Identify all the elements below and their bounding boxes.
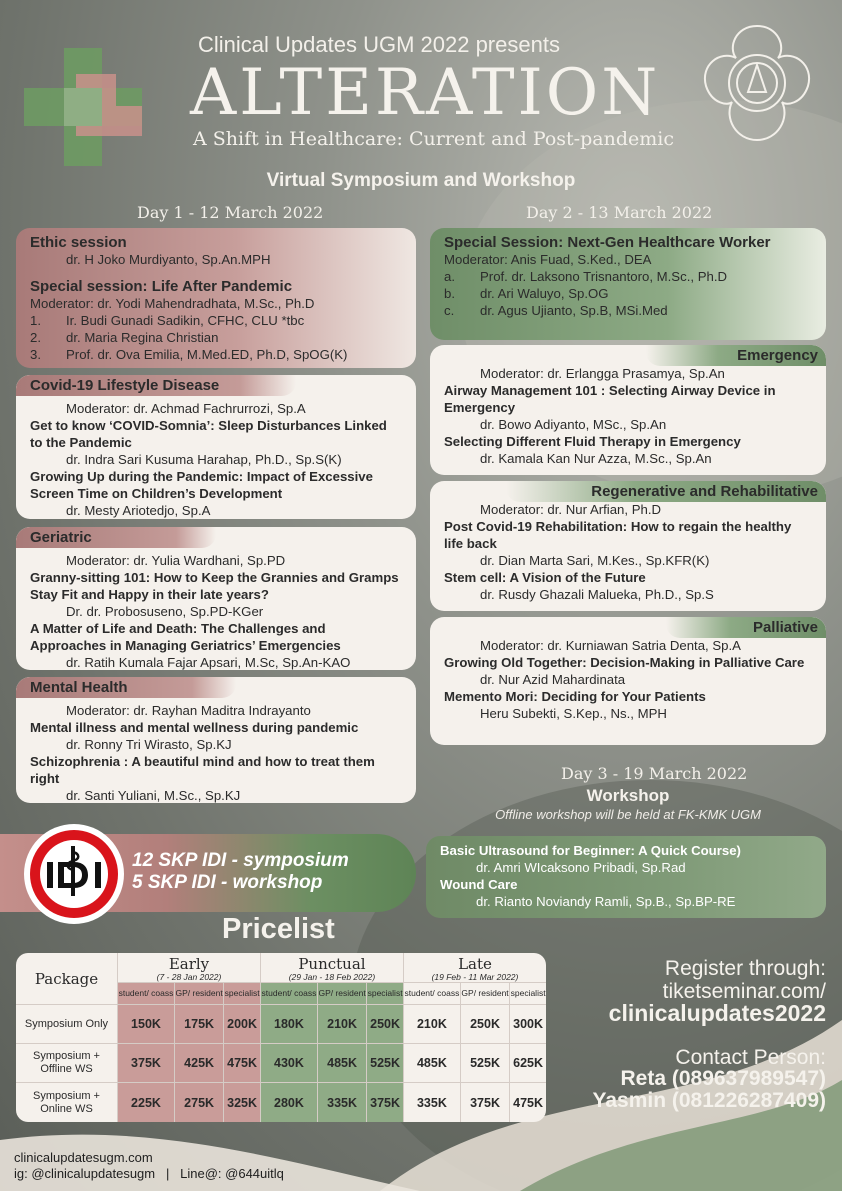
emergency-speaker2: dr. Kamala Kan Nur Azza, M.Sc., Sp.An — [480, 451, 712, 466]
package-name: Symposium + Offline WS — [16, 1044, 118, 1083]
day2-heading: Day 2 - 13 March 2022 — [526, 203, 713, 222]
group-dates: (19 Feb - 11 Mar 2022) — [431, 972, 519, 982]
contact-reta: Reta (089637989547) — [620, 1067, 826, 1090]
palliative-section-title: Palliative — [666, 617, 826, 638]
palliative-card — [430, 617, 826, 745]
mental-moderator: Moderator: dr. Rayhan Maditra Indrayanto — [66, 703, 311, 718]
mental-speaker1: dr. Ronny Tri Wirasto, Sp.KJ — [66, 737, 232, 752]
emergency-speaker1: dr. Bowo Adiyanto, MSc., Sp.An — [480, 417, 667, 432]
list-letter: a. — [444, 269, 455, 284]
subcol-header: student/ coass — [118, 983, 175, 1005]
palliative-talk2: Memento Mori: Deciding for Your Patients — [444, 689, 706, 704]
table-row — [16, 1083, 546, 1122]
price-cell: 325K — [224, 1083, 261, 1122]
subcol-header: specialist — [224, 983, 261, 1005]
subcol-header: GP/ resident — [175, 983, 224, 1005]
subcol-header: GP/ resident — [461, 983, 510, 1005]
workshop-speaker1: dr. Amri WIcaksono Pribadi, Sp.Rad — [476, 860, 686, 875]
register-label: Register through: — [664, 957, 826, 980]
price-cell: 475K — [513, 1095, 544, 1110]
price-cell: 425K — [175, 1044, 224, 1083]
idi-logo-icon — [22, 822, 126, 926]
price-cell: 430K — [261, 1044, 318, 1083]
covid-lifestyle-card — [16, 375, 416, 519]
event-title: ALTERATION — [190, 56, 661, 130]
group-name: Punctual — [298, 955, 366, 973]
day1-ethic-special-card — [16, 228, 416, 368]
subcol-header: student/ coass — [261, 983, 318, 1005]
price-cell: 475K — [224, 1044, 261, 1083]
geriatric-talk1: Granny-sitting 101: How to Keep the Grannies and Gramps Stay Fit and Happy in their late years? — [30, 570, 399, 602]
regenerative-moderator: Moderator: dr. Nur Arfian, Ph.D — [480, 502, 662, 517]
speaker-name: Prof. dr. Laksono Trisnantoro, M.Sc., Ph.D — [480, 269, 728, 284]
regenerative-speaker1: dr. Dian Marta Sari, M.Kes., Sp.KFR(K) — [480, 553, 710, 568]
list-item — [444, 268, 812, 285]
event-type: Virtual Symposium and Workshop — [266, 170, 576, 191]
mental-speaker2: dr. Santi Yuliani, M.Sc., Sp.KJ — [66, 788, 241, 803]
ugm-seal-icon — [694, 20, 820, 146]
palliative-talk1: Growing Old Together: Decision-Making in Palliative Care — [444, 655, 805, 670]
package-name: Symposium + Online WS — [16, 1083, 118, 1122]
price-cell: 335K — [404, 1083, 461, 1122]
register-site[interactable]: tiketseminar.com/ — [662, 980, 826, 1003]
list-number: 3. — [30, 347, 41, 362]
price-cell: 250K — [367, 1005, 404, 1044]
day2-special-card — [430, 228, 826, 340]
event-subtitle: A Shift in Healthcare: Current and Post-pandemic — [193, 128, 674, 150]
emergency-moderator: Moderator: dr. Erlangga Prasamya, Sp.An — [480, 366, 725, 381]
speaker-name: Prof. dr. Ova Emilia, M.Med.ED, Ph.D, SpOG(K) — [66, 347, 348, 362]
speaker-name: dr. Ari Waluyo, Sp.OG — [480, 286, 609, 301]
pricelist-table — [16, 953, 546, 1122]
covid-section-title: Covid-19 Lifestyle Disease — [16, 375, 296, 396]
list-item — [444, 285, 812, 302]
emergency-talk1: Airway Management 101 : Selecting Airway Device in Emergency — [444, 383, 776, 415]
footer-social[interactable]: ig: @clinicalupdatesugm | Line@: @644uitlq — [14, 1166, 284, 1181]
mental-health-card — [16, 677, 416, 803]
skp-workshop: 5 SKP IDI - workshop — [132, 872, 323, 893]
price-cell: 200K — [224, 1005, 261, 1044]
late-header — [404, 953, 546, 983]
day3-heading: Day 3 - 19 March 2022 — [561, 764, 748, 783]
price-cell: 335K — [318, 1083, 367, 1122]
workshop-talk2: Wound Care — [440, 877, 518, 892]
price-cell: 180K — [261, 1005, 318, 1044]
geriatric-card — [16, 527, 416, 670]
table-row — [16, 1044, 546, 1083]
day1-heading: Day 1 - 12 March 2022 — [137, 203, 324, 222]
contact-label: Contact Person: — [675, 1046, 826, 1069]
list-item — [30, 312, 402, 329]
mental-talk2: Schizophrenia : A beautiful mind and how to treat them right — [30, 754, 375, 786]
speaker-name: dr. Maria Regina Christian — [66, 330, 219, 345]
price-cell: 175K — [175, 1005, 224, 1044]
covid-speaker2: dr. Mesty Ariotedjo, Sp.A — [66, 503, 211, 518]
cross-logo-icon — [24, 48, 142, 166]
mental-section-title: Mental Health — [16, 677, 236, 698]
emergency-section-title: Emergency — [646, 345, 826, 366]
price-cell: 150K — [118, 1005, 175, 1044]
svg-text:IDI: IDI — [74, 923, 76, 924]
subcol-header: specialist — [367, 983, 404, 1005]
covid-moderator: Moderator: dr. Achmad Fachrurrozi, Sp.A — [66, 401, 306, 416]
price-cell: 210K — [404, 1005, 461, 1044]
emergency-talk2: Selecting Different Fluid Therapy in Emergency — [444, 434, 741, 449]
price-cell: 625K — [510, 1044, 546, 1083]
special-session-title: Special session: Life After Pandemic — [30, 278, 293, 295]
price-cell: 485K — [404, 1044, 461, 1083]
day2-special-moderator: Moderator: Anis Fuad, S.Ked., DEA — [444, 252, 652, 267]
workshop-card — [426, 836, 826, 918]
list-item — [30, 329, 402, 346]
price-cell: 375K — [118, 1044, 175, 1083]
package-name: Symposium Only — [16, 1005, 118, 1044]
table-row — [16, 1005, 546, 1044]
subcol-header: GP/ resident — [318, 983, 367, 1005]
covid-speaker1: dr. Indra Sari Kusuma Harahap, Ph.D., Sp.S(K) — [66, 452, 342, 467]
list-item — [444, 302, 812, 319]
price-cell: 485K — [318, 1044, 367, 1083]
pricelist-title: Pricelist — [222, 913, 335, 945]
day2-special-title: Special Session: Next-Gen Healthcare Worker — [444, 234, 771, 251]
workshop-speaker2: dr. Rianto Noviandy Ramli, Sp.B., Sp.BP-RE — [476, 894, 736, 909]
skp-symposium: 12 SKP IDI - symposium — [132, 850, 349, 871]
palliative-speaker2: Heru Subekti, S.Kep., Ns., MPH — [480, 706, 667, 721]
price-cell: 525K — [461, 1044, 510, 1083]
workshop-note: Offline workshop will be held at FK-KMK UGM — [495, 807, 761, 822]
regenerative-section-title: Regenerative and Rehabilitative — [506, 481, 826, 502]
regenerative-talk2: Stem cell: A Vision of the Future — [444, 570, 646, 585]
speaker-name: Ir. Budi Gunadi Sadikin, CFHC, CLU *tbc — [66, 313, 305, 328]
ethic-session-title: Ethic session — [30, 234, 127, 251]
list-item — [30, 346, 402, 363]
list-letter: c. — [444, 303, 455, 318]
ethic-speaker: dr. H Joko Murdiyanto, Sp.An.MPH — [66, 252, 271, 267]
early-header — [118, 953, 261, 983]
workshop-title: Workshop — [586, 786, 670, 805]
regenerative-talk1: Post Covid-19 Rehabilitation: How to regain the healthy life back — [444, 519, 792, 551]
palliative-moderator: Moderator: dr. Kurniawan Satria Denta, Sp.A — [480, 638, 741, 653]
covid-talk1: Get to know ‘COVID-Somnia’: Sleep Disturbances Linked to the Pandemic — [30, 418, 387, 450]
list-number: 1. — [30, 313, 41, 328]
punctual-header — [261, 953, 404, 983]
subcol-header: student/ coass — [404, 983, 461, 1005]
table-header-row — [16, 953, 546, 983]
geriatric-speaker1: Dr. dr. Probosuseno, Sp.PD-KGer — [66, 604, 264, 619]
group-dates: (7 - 28 Jan 2022) — [156, 972, 222, 982]
mental-talk1: Mental illness and mental wellness during pandemic — [30, 720, 359, 735]
covid-talk2: Growing Up during the Pandemic: Impact of Excessive Screen Time on Children’s Development — [30, 469, 373, 501]
price-cell: 210K — [318, 1005, 367, 1044]
price-cell: 275K — [175, 1083, 224, 1122]
register-path[interactable]: clinicalupdates2022 — [608, 1000, 826, 1026]
price-cell: 375K — [367, 1083, 404, 1122]
footer-website[interactable]: clinicalupdatesugm.com — [14, 1150, 153, 1165]
price-cell: 300K — [510, 1005, 546, 1044]
regenerative-card — [430, 481, 826, 611]
regenerative-speaker2: dr. Rusdy Ghazali Malueka, Ph.D., Sp.S — [480, 587, 714, 602]
price-cell: 225K — [118, 1083, 175, 1122]
geriatric-moderator: Moderator: dr. Yulia Wardhani, Sp.PD — [66, 553, 286, 568]
group-name: Early — [168, 955, 210, 973]
palliative-speaker1: dr. Nur Azid Mahardinata — [480, 672, 626, 687]
price-cell: 375K — [461, 1083, 510, 1122]
group-name: Late — [458, 955, 492, 973]
list-number: 2. — [30, 330, 41, 345]
geriatric-section-title: Geriatric — [16, 527, 216, 548]
skp-text — [132, 850, 349, 894]
workshop-talk1: Basic Ultrasound for Beginner: A Quick Course) — [440, 843, 741, 858]
list-letter: b. — [444, 286, 455, 301]
emergency-card — [430, 345, 826, 475]
geriatric-talk2: A Matter of Life and Death: The Challenges and Approaches in Managing Geriatrics’ Emergencies — [30, 621, 341, 653]
subcol-header: specialist — [510, 983, 546, 1005]
price-cell: 525K — [367, 1044, 404, 1083]
price-cell: 250K — [461, 1005, 510, 1044]
speaker-name: dr. Agus Ujianto, Sp.B, MSi.Med — [480, 303, 668, 318]
package-header: Package — [16, 953, 118, 1005]
group-dates: (29 Jan - 18 Feb 2022) — [288, 972, 376, 982]
geriatric-speaker2: dr. Ratih Kumala Fajar Apsari, M.Sc, Sp.An-KAO — [66, 655, 351, 670]
contact-yasmin: Yasmin (081226287409) — [592, 1089, 826, 1112]
special-moderator: Moderator: dr. Yodi Mahendradhata, M.Sc., Ph.D — [30, 296, 315, 311]
presents-line: Clinical Updates UGM 2022 presents — [198, 32, 560, 57]
price-cell: 280K — [261, 1083, 318, 1122]
